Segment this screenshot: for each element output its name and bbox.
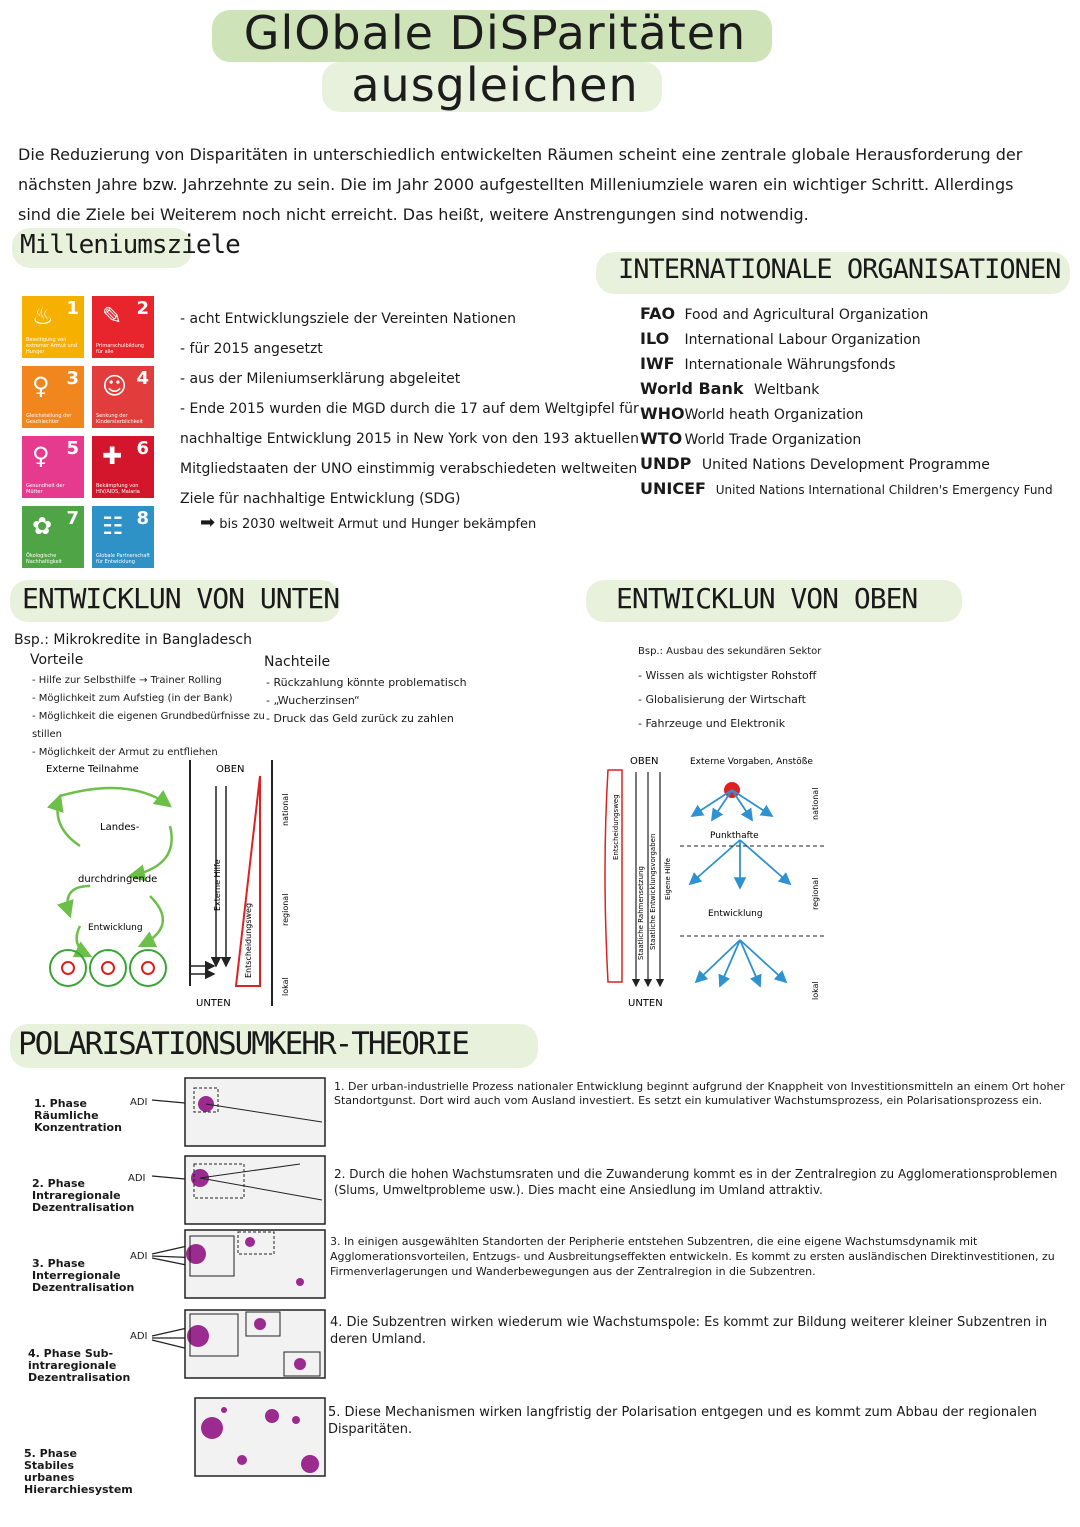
goal-tile-2: 2 ✎ Primarschulbildung für alle: [92, 296, 154, 358]
list-item: WHO World heath Organization: [640, 404, 864, 423]
millenium-heading: Milleniumsziele: [20, 230, 240, 260]
unten-ext-hilfe-label: Externe Hilfe: [213, 859, 222, 911]
list-item: WTO World Trade Organization: [640, 429, 862, 448]
list-item: - aus der Mileniumserklärung abgeleitet: [180, 364, 640, 394]
list-item: UNICEF United Nations International Children's Emergency Fund: [640, 479, 1053, 498]
list-item: - Hilfe zur Selbsthilfe → Trainer Rolling: [32, 672, 272, 690]
oben-heading: ENTWICKLUN VON OBEN: [616, 582, 918, 615]
unten-durch-label: durchdringende: [78, 874, 158, 885]
unten-example: Bsp.: Mikrokredite in Bangladesch: [14, 632, 252, 648]
phase-3-label: 3. Phase Interregionale Dezentralisation: [32, 1257, 135, 1294]
oben-unten-label: UNTEN: [628, 998, 663, 1009]
goal-tile-8: 8 ☷ Globale Partnerschaft für Entwicklung: [92, 506, 154, 568]
phase-2-label: 2. Phase Intraregionale Dezentralisation: [32, 1177, 135, 1214]
unten-national-label: national: [281, 793, 290, 826]
polar-heading: POLARISATIONSUMKEHR-THEORIE: [18, 1026, 468, 1062]
oben-entsch-label: Entscheidungsweg: [612, 794, 620, 860]
adi-label-3: ADI: [130, 1251, 148, 1262]
goal-tile-7: 7 ✿ Ökologische Nachhaltigkeit: [22, 506, 84, 568]
goal-tile-5: 5 ♀ Gesundheit der Mütter: [22, 436, 84, 498]
unten-landes-label: Landes-: [100, 822, 140, 833]
unten-entw-label: Entwicklung: [88, 923, 143, 933]
orgs-list: [640, 302, 1070, 502]
unten-entsch-label: Entscheidungsweg: [244, 902, 253, 978]
child-icon: ☺: [102, 372, 128, 400]
oben-punkt-label: Punkthafte: [710, 831, 759, 841]
list-item: UNDP United Nations Development Programme: [640, 454, 990, 473]
list-item: FAO Food and Agricultural Organization: [640, 304, 929, 323]
oben-extern-label: Externe Vorgaben, Anstöße: [690, 757, 813, 767]
unten-cons: [266, 674, 526, 728]
adi-label-2: ADI: [128, 1173, 146, 1184]
gender-icon: ♀: [32, 372, 50, 400]
adi-label-1: ADI: [130, 1097, 148, 1108]
list-item: World Bank Weltbank: [640, 379, 820, 398]
mother-icon: ♀: [32, 442, 50, 470]
oben-staat-rahmen-label: Staatliche Rahmensetzung: [637, 866, 645, 960]
unten-regional-label: regional: [281, 893, 290, 926]
phase-5-label: 5. Phase Stabiles urbanes Hierarchiesystem: [24, 1447, 133, 1496]
unten-unten-label: UNTEN: [196, 998, 231, 1009]
millenium-points: [180, 304, 640, 514]
oben-points: [638, 664, 878, 736]
goal-tile-1: 1 ♨ Beseitigung von extremer Armut und Hunger: [22, 296, 84, 358]
list-item: - Druck das Geld zurück zu zahlen: [266, 710, 526, 728]
goal-tile-4: 4 ☺ Senkung der Kindersterblichkeit: [92, 366, 154, 428]
unten-heading: ENTWICKLUN VON UNTEN: [22, 582, 340, 615]
goal-tile-3: 3 ♀ Gleichstellung der Geschlechter: [22, 366, 84, 428]
list-item: IWF Internationale Währungsfonds: [640, 354, 896, 373]
oben-diagram: [600, 750, 830, 1015]
unten-diagram: [20, 756, 320, 1012]
page-subtitle: ausgleichen: [351, 58, 639, 112]
oben-national-label: national: [811, 787, 820, 820]
blue-arrows: [690, 790, 790, 986]
phase-4-text: 4. Die Subzentren wirken wiederum wie Wachstumspole: Es kommt zur Bildung weiterer kleiner Subzentren in deren Umland.: [330, 1315, 1048, 1347]
list-item: - Möglichkeit zum Aufstieg (in der Bank): [32, 690, 272, 708]
bowl-icon: ♨: [32, 302, 54, 330]
local-cells: [50, 950, 166, 986]
oben-entw-label: Entwicklung: [708, 909, 763, 919]
phase-boxes: [150, 1074, 330, 1494]
plant-icon: ✿: [32, 512, 53, 540]
oben-regional-label: regional: [811, 877, 820, 910]
phase-3-text: 3. In einigen ausgewählten Standorten der Peripherie entstehen Subzentren, die eine eigene Wachstumsdynamik mit Agglomerationsvorteilen, Entzugs- und Ausbreitungseffekten entwickeln. Es kommt zu ersten ausländischen Direktinvestitionen, zu Firmenverlagerungen und Wanderbewegungen aus der Zentralregion in die Subzentren.: [330, 1235, 1055, 1278]
oben-example: Bsp.: Ausbau des sekundären Sektor: [638, 646, 822, 657]
unten-oben-label: OBEN: [216, 764, 245, 775]
medicine-icon: ✚: [102, 442, 123, 470]
unten-lokal-label: lokal: [281, 977, 290, 996]
phase-1-label: 1. Phase Räumliche Konzentration: [34, 1097, 122, 1134]
list-item: - für 2015 angesetzt: [180, 334, 640, 364]
oben-oben-label: OBEN: [630, 756, 659, 767]
list-item: ILO International Labour Organization: [640, 329, 921, 348]
list-item: - Globalisierung der Wirtschaft: [638, 688, 878, 712]
list-item: - „Wucherzinsen“: [266, 692, 526, 710]
oben-staat-vorgaben-label: Staatliche Entwicklungsvorgaben: [649, 833, 657, 950]
list-item: - Wissen als wichtigster Rohstoff: [638, 664, 878, 688]
phase-1-text: 1. Der urban-industrielle Prozess nationaler Entwicklung beginnt aufgrund der Knappheit von Investitionsmitteln an einem Ort hoher Standortgunst. Dort wird auch vom Ausland investiert. Es setzt ein kumulativer Wachstumsprozess, ein Polarisationsprozess ein.: [334, 1080, 1065, 1107]
unten-extern-label: Externe Teilnahme: [46, 764, 139, 775]
list-item: - Ende 2015 wurden die MGD durch die 17 auf dem Weltgipfel für nachhaltige Entwicklung 2015 in New York von den 193 aktuellen Mitgliedstaaten der UNO einstimmig verabschiedeten weltweiten Ziele für nachhaltige Entwicklung (SDG): [180, 394, 640, 514]
orgs-heading: INTERNATIONALE ORGANISATIONEN: [618, 254, 1061, 285]
arrow-right-icon: ➡: [200, 512, 216, 533]
list-item: - Möglichkeit der Armut zu entfliehen: [32, 744, 272, 762]
people-icon: ☷: [102, 512, 124, 540]
list-item: - acht Entwicklungsziele der Vereinten Nationen: [180, 304, 640, 334]
pencil-icon: ✎: [102, 302, 123, 330]
oben-lokal-label: lokal: [811, 981, 820, 1000]
unten-cons-title: Nachteile: [264, 654, 331, 670]
sdg-grid: [22, 296, 162, 572]
unten-pros-title: Vorteile: [30, 652, 84, 668]
page-title: GlObale DiSParitäten: [243, 6, 747, 60]
millenium-arrow-line: ➡ bis 2030 weltweit Armut und Hunger bekämpfen: [200, 512, 537, 533]
phase-2-text: 2. Durch die hohen Wachstumsraten und die Zuwanderung kommt es in der Zentralregion zu Agglomerationsproblemen (Slums, Umweltprobleme usw.). Dies macht eine Ansiedlung im Umland attraktiv.: [334, 1167, 1058, 1197]
goal-tile-6: 6 ✚ Bekämpfung von HIV/AIDS, Malaria: [92, 436, 154, 498]
intro-text: Die Reduzierung von Disparitäten in unterschiedlich entwickelten Räumen scheint eine zentrale globale Herausforderung der nächsten Jahre bzw. Jahrzehnte zu sein. Die im Jahr 2000 aufgestellten Milleniumziele waren ein wichtiger Schritt. Allerdings sind die Ziele bei Weiterem noch nicht erreicht. Das heißt, weitere Anstrengungen sind notwendig.: [18, 145, 1023, 224]
unten-pros: [32, 672, 272, 762]
list-item: - Möglichkeit die eigenen Grundbedürfnisse zu stillen: [32, 708, 272, 744]
oben-eigene-label: Eigene Hilfe: [664, 857, 672, 900]
phase-5-text: 5. Diese Mechanismen wirken langfristig der Polarisation entgegen und es kommt zum Abbau der regionalen Disparitäten.: [328, 1405, 1037, 1437]
adi-label-4: ADI: [130, 1331, 148, 1342]
phase-4-label: 4. Phase Sub-intraregionale Dezentralisation: [28, 1347, 131, 1384]
list-item: - Fahrzeuge und Elektronik: [638, 712, 878, 736]
list-item: - Rückzahlung könnte problematisch: [266, 674, 526, 692]
